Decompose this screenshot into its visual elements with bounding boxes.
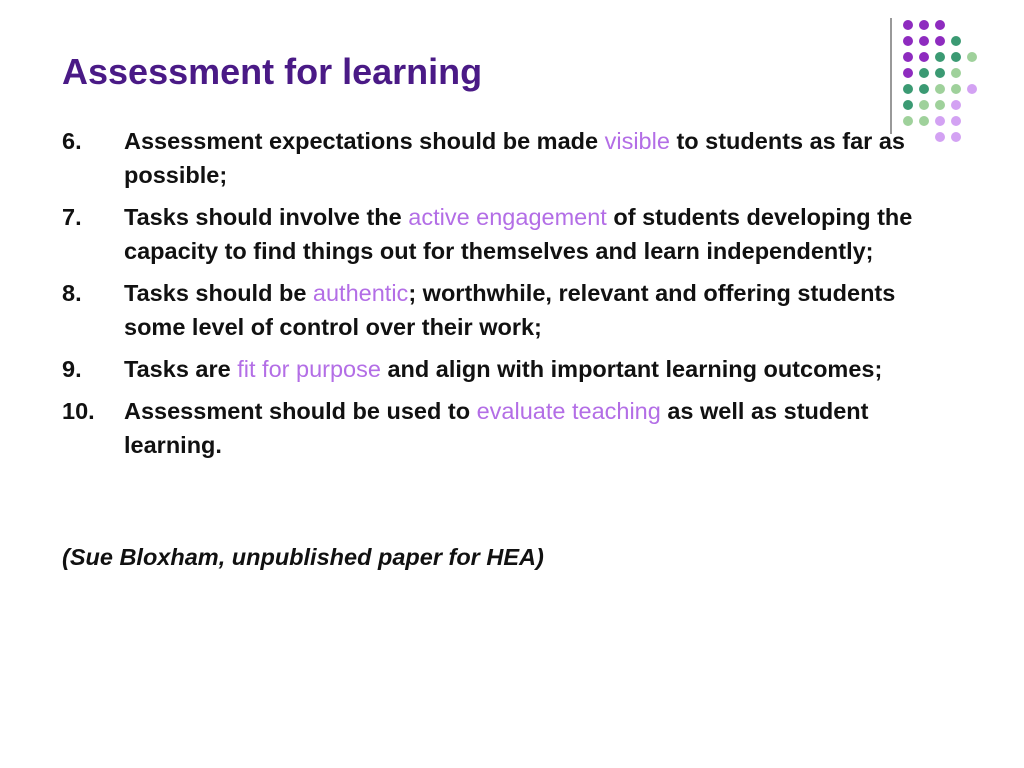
item-highlight: visible — [604, 128, 670, 154]
list-item — [62, 276, 962, 344]
list-item — [62, 394, 962, 462]
item-highlight: authentic — [312, 280, 409, 306]
decor-dot — [951, 100, 961, 110]
decor-dot — [967, 52, 977, 62]
item-number: 8. — [62, 280, 82, 306]
item-text: Assessment expectations should be made — [124, 128, 605, 154]
citation: (Sue Bloxham, unpublished paper for HEA) — [62, 544, 544, 570]
item-text: Tasks should be — [124, 280, 313, 306]
slide-title: Assessment for learning — [62, 51, 483, 92]
decor-dot — [919, 84, 929, 94]
decor-dot — [935, 100, 945, 110]
decorative-dot-grid — [903, 20, 983, 140]
numbered-list — [62, 124, 962, 470]
decor-dot — [903, 68, 913, 78]
item-text: Tasks should involve the — [124, 204, 409, 230]
decor-dot — [919, 36, 929, 46]
item-text: as well as student learning. — [124, 398, 869, 458]
decor-dot — [903, 84, 913, 94]
item-text: ; worthwhile, relevant and offering students some level of control over their work; — [124, 280, 896, 340]
decor-dot — [903, 100, 913, 110]
decor-dot — [951, 84, 961, 94]
item-number: 7. — [62, 204, 82, 230]
item-number: 10. — [62, 398, 95, 424]
item-text: to students as far as possible; — [124, 128, 905, 188]
decor-dot — [935, 84, 945, 94]
item-text: and align with important learning outcomes; — [380, 356, 883, 382]
decor-dot — [919, 100, 929, 110]
list-item — [62, 124, 962, 192]
list-item — [62, 200, 962, 268]
decor-dot — [903, 20, 913, 30]
decor-dot — [935, 52, 945, 62]
decor-dot — [903, 36, 913, 46]
decor-dot — [903, 52, 913, 62]
list-item — [62, 352, 962, 386]
decor-dot — [919, 52, 929, 62]
decor-dot — [919, 20, 929, 30]
item-text: of students developing the capacity to find things out for themselves and learn independently; — [124, 204, 913, 264]
decor-dot — [951, 68, 961, 78]
item-text: Assessment should be used to — [124, 398, 477, 424]
decor-dot — [951, 36, 961, 46]
item-highlight: active engagement — [408, 204, 607, 230]
decor-dot — [935, 20, 945, 30]
decorative-divider — [890, 18, 892, 134]
item-highlight: fit for purpose — [237, 356, 381, 382]
decor-dot — [951, 52, 961, 62]
item-highlight: evaluate teaching — [476, 398, 661, 424]
item-number: 9. — [62, 356, 82, 382]
decor-dot — [919, 68, 929, 78]
item-number: 6. — [62, 128, 82, 154]
decor-dot — [935, 68, 945, 78]
decor-dot — [935, 36, 945, 46]
decor-dot — [967, 84, 977, 94]
item-text: Tasks are — [124, 356, 238, 382]
